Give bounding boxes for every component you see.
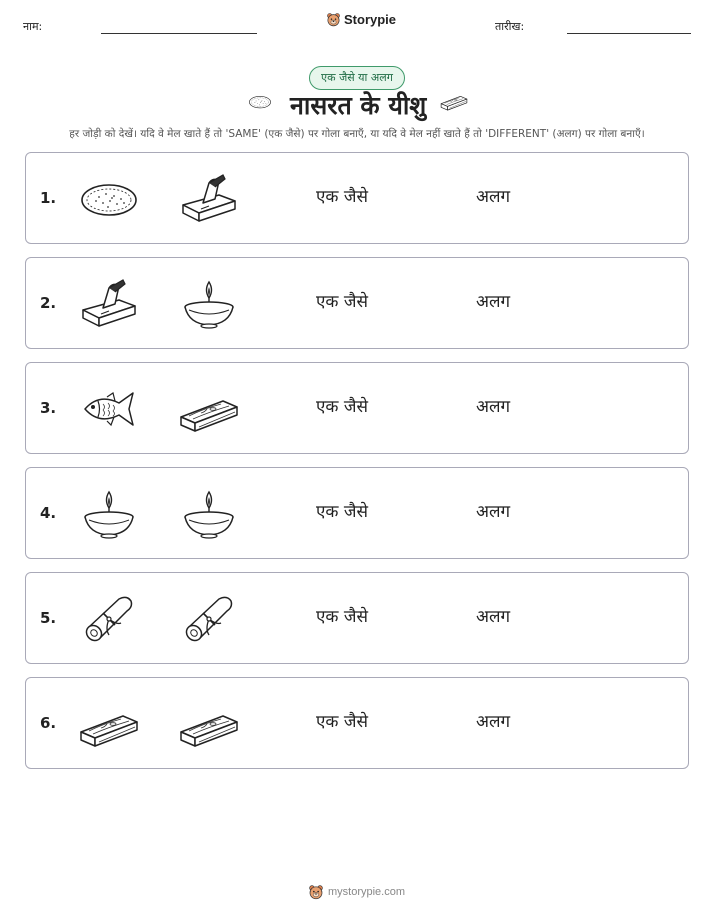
- same-option[interactable]: एक जैसे: [316, 292, 368, 312]
- wood-plank-icon: [436, 92, 472, 120]
- bread-icon: [244, 94, 276, 118]
- plane-icon: [78, 274, 140, 334]
- bread-icon: [78, 169, 140, 229]
- same-option[interactable]: एक जैसे: [316, 397, 368, 417]
- title-row: [0, 88, 714, 126]
- row-number: 4.: [40, 504, 57, 522]
- lamp-icon: [178, 484, 240, 544]
- plane-icon: [178, 169, 240, 229]
- row-number: 2.: [40, 294, 57, 312]
- category-badge: एक जैसे या अलग: [309, 66, 405, 90]
- scroll-icon: [78, 589, 140, 649]
- pair-row: [25, 467, 689, 559]
- footer: [308, 884, 405, 900]
- pair-row: [25, 152, 689, 244]
- brand-logo: [326, 12, 396, 27]
- plank-icon: [178, 379, 240, 439]
- instructions: हर जोड़ी को देखें। यदि वे मेल खाते हैं तो 'SAME' (एक जैसे) पर गोला बनाएँ, या यदि वे मेल नहीं खाते हैं तो 'DIFFERENT' (अलग) पर गोला बनाएँ।: [69, 128, 645, 140]
- pair-row: [25, 362, 689, 454]
- different-option[interactable]: अलग: [476, 187, 511, 207]
- brand-name: Storypie: [344, 12, 397, 27]
- name-line[interactable]: [101, 33, 257, 34]
- different-option[interactable]: अलग: [476, 712, 511, 732]
- name-label: नाम:: [23, 20, 43, 33]
- scroll-icon: [178, 589, 240, 649]
- pair-row: [25, 572, 689, 664]
- date-line[interactable]: [567, 33, 691, 34]
- lamp-icon: [178, 274, 240, 334]
- worksheet-header: [0, 0, 714, 50]
- footer-url: mystorypie.com: [328, 886, 406, 898]
- date-label: तारीख:: [495, 20, 525, 33]
- row-number: 5.: [40, 609, 57, 627]
- pair-row: [25, 257, 689, 349]
- bear-mascot-icon: [326, 12, 341, 27]
- same-option[interactable]: एक जैसे: [316, 607, 368, 627]
- pair-row: [25, 677, 689, 769]
- page-title: नासरत के यीशु: [290, 91, 427, 120]
- fish-icon: [78, 379, 140, 439]
- lamp-icon: [78, 484, 140, 544]
- row-number: 6.: [40, 714, 57, 732]
- plank-icon: [178, 694, 240, 754]
- same-option[interactable]: एक जैसे: [316, 187, 368, 207]
- different-option[interactable]: अलग: [476, 502, 511, 522]
- bear-mascot-icon: [308, 884, 324, 900]
- plank-icon: [78, 694, 140, 754]
- different-option[interactable]: अलग: [476, 292, 511, 312]
- row-number: 1.: [40, 189, 57, 207]
- same-option[interactable]: एक जैसे: [316, 502, 368, 522]
- different-option[interactable]: अलग: [476, 397, 511, 417]
- row-number: 3.: [40, 399, 57, 417]
- different-option[interactable]: अलग: [476, 607, 511, 627]
- same-option[interactable]: एक जैसे: [316, 712, 368, 732]
